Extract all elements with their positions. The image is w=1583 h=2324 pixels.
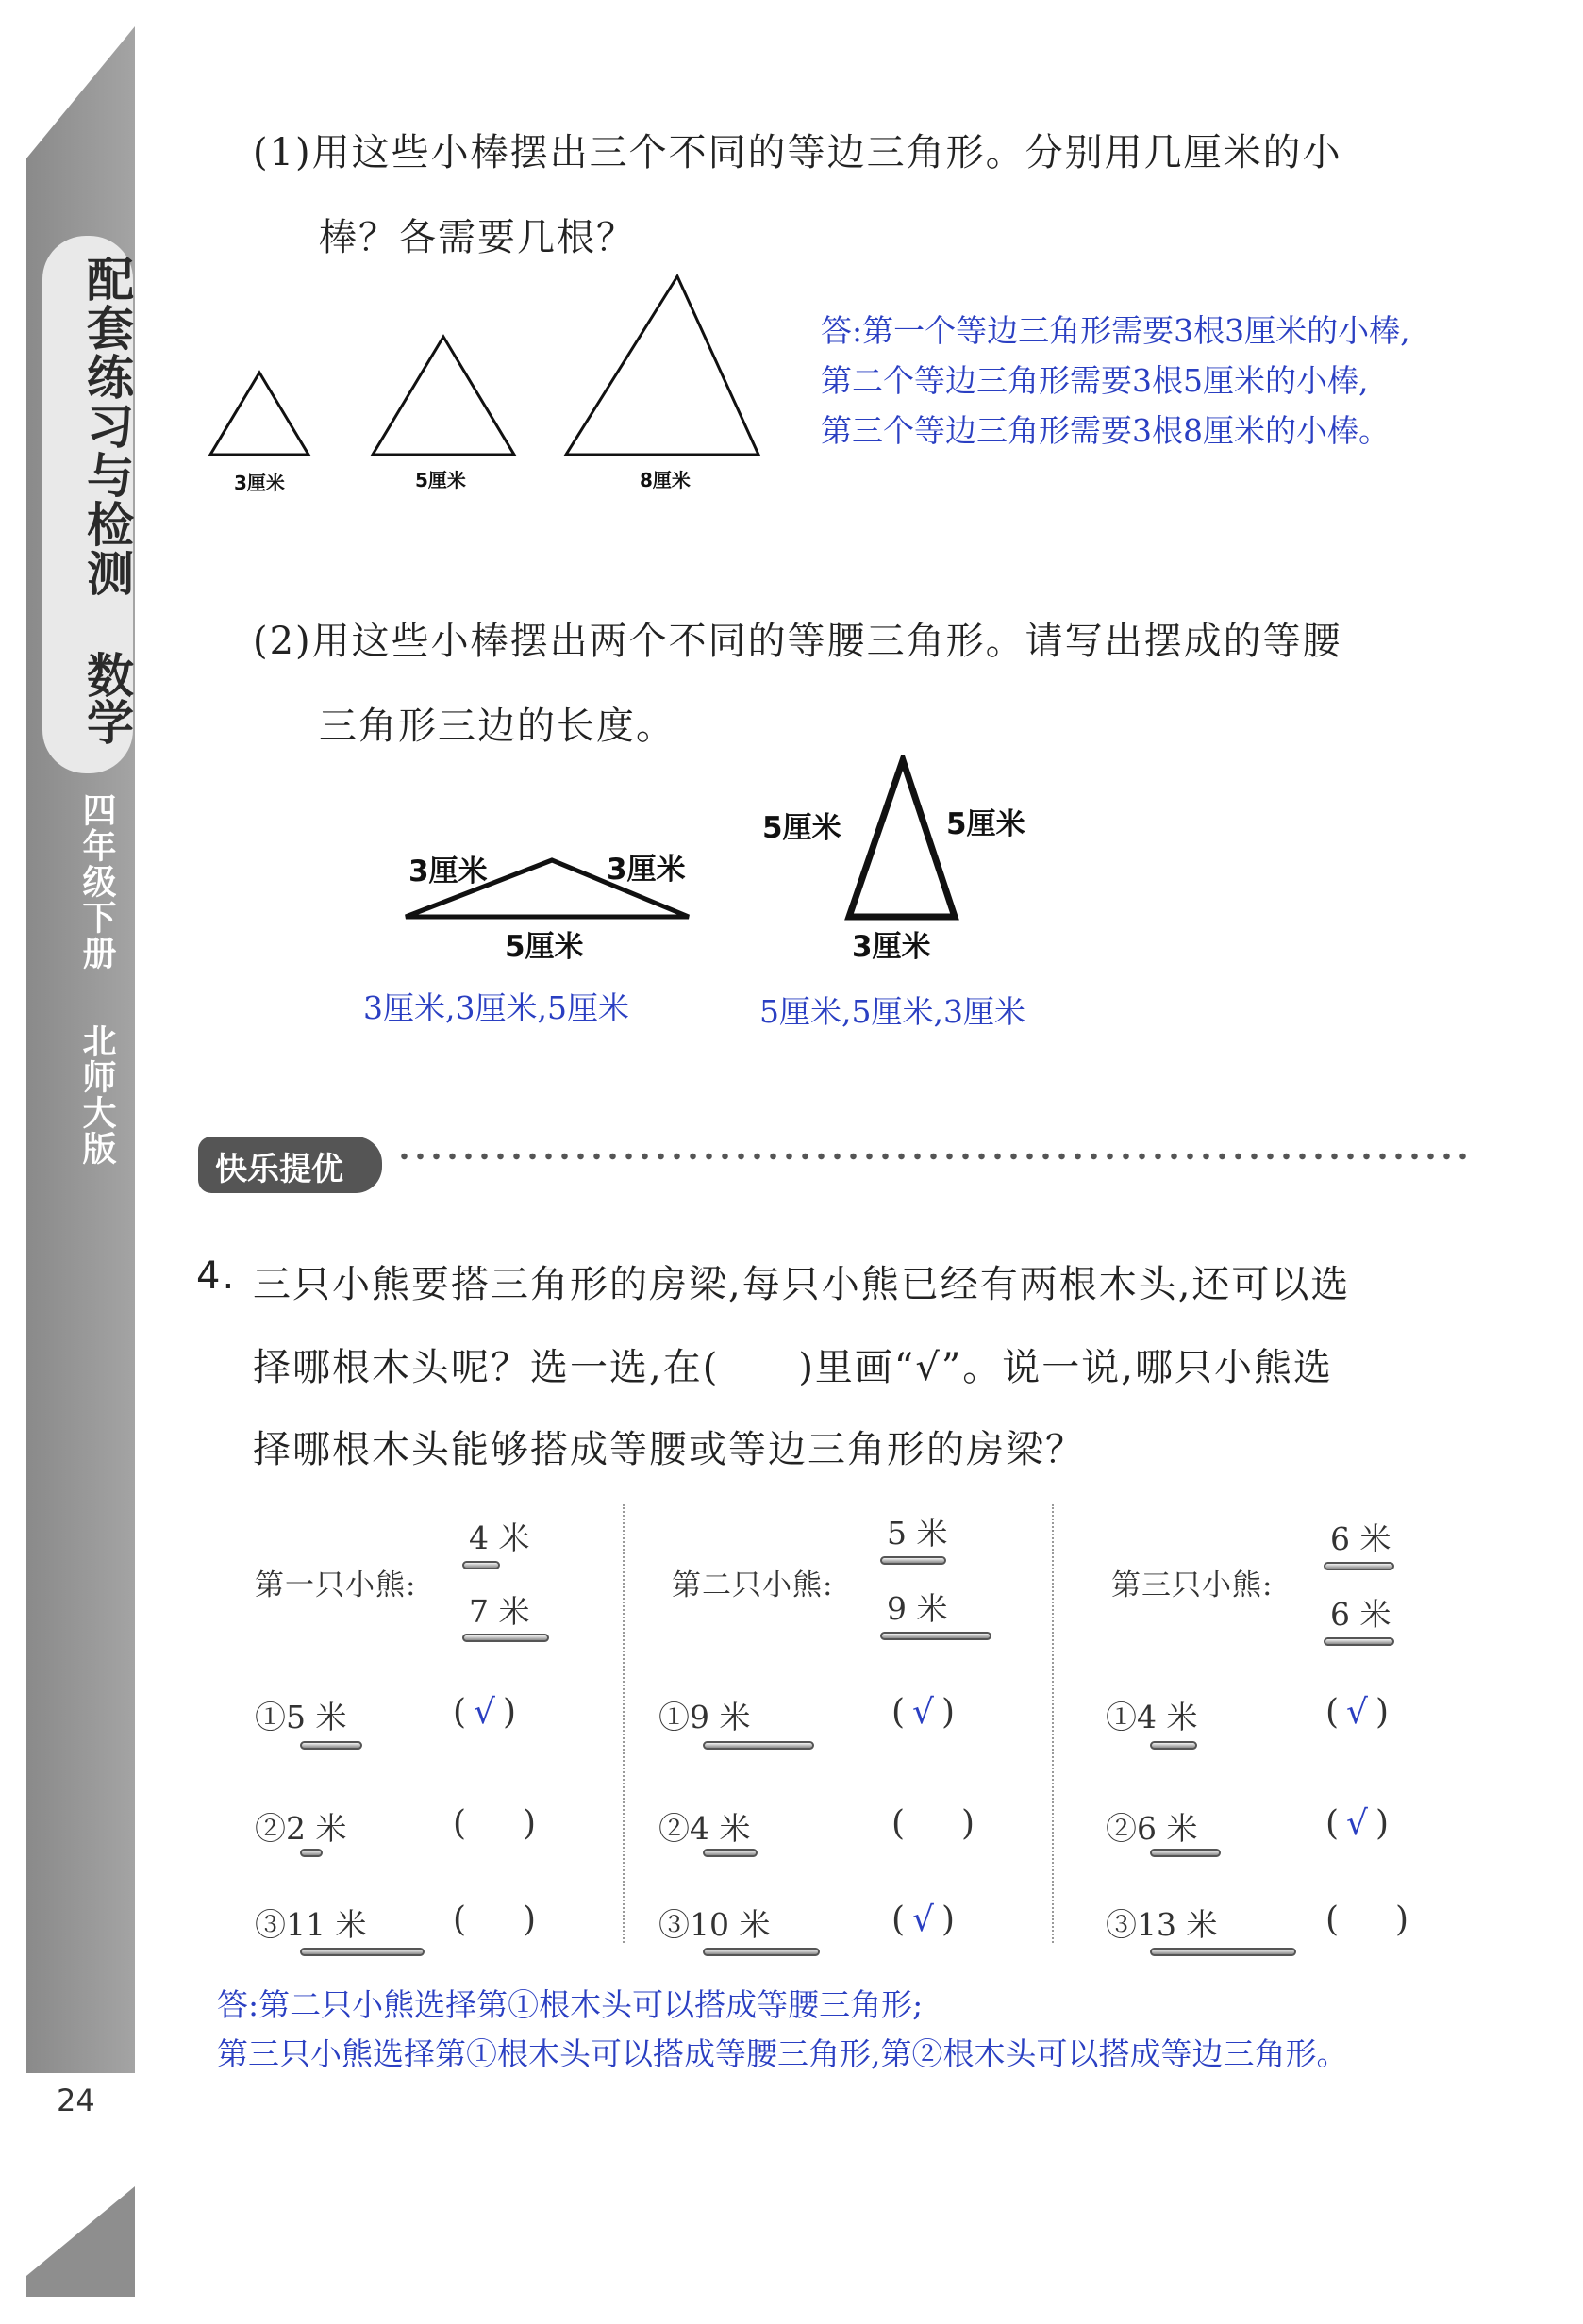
part2-question-line1: (2)用这些小棒摆出两个不同的等腰三角形。请写出摆成的等腰 bbox=[253, 620, 1342, 663]
bear2-option-3-stick bbox=[703, 1948, 820, 1956]
triangle-label-8cm: 8厘米 bbox=[640, 469, 691, 491]
bear1-option-2: ②2 米 bbox=[255, 1810, 347, 1847]
equilateral-triangle-3cm bbox=[210, 373, 308, 455]
bear2-option-1: ①9 米 bbox=[658, 1699, 751, 1735]
equilateral-triangles-figure bbox=[198, 269, 783, 500]
bear3-option-1-answer-box[interactable]: ( √ ) bbox=[1325, 1693, 1390, 1732]
tri1-answer: 3厘米,3厘米,5厘米 bbox=[363, 989, 629, 1026]
bear3-option-3: ③13 米 bbox=[1106, 1906, 1218, 1943]
bear1-option-2-answer-box[interactable]: ( ) bbox=[453, 1804, 537, 1843]
book-edition: 北师大版 bbox=[77, 1023, 116, 1167]
bear3-option-2-stick bbox=[1150, 1849, 1221, 1857]
bear2-option-3: ③10 米 bbox=[658, 1906, 771, 1943]
bear3-has-1-stick bbox=[1324, 1562, 1394, 1570]
tri2-base-label: 3厘米 bbox=[852, 930, 931, 964]
triangle-label-3cm: 3厘米 bbox=[234, 472, 285, 494]
part1-answer-line2: 第二个等边三角形需要3根5厘米的小棒, bbox=[821, 362, 1369, 399]
bear2-has-2: 9 米 bbox=[887, 1590, 948, 1627]
bear1-option-2-stick bbox=[300, 1849, 323, 1857]
bear2-option-2: ②4 米 bbox=[658, 1810, 751, 1847]
q4-line3: 择哪根木头能够搭成等腰或等边三角形的房梁？ bbox=[253, 1428, 1085, 1471]
q4-line1: 三只小熊要搭三角形的房梁,每只小熊已经有两根木头,还可以选 bbox=[253, 1263, 1351, 1306]
tri2-right-label: 5厘米 bbox=[946, 807, 1025, 841]
part1-answer-line3: 第三个等边三角形需要3根8厘米的小棒。 bbox=[821, 412, 1390, 449]
bear1-has-1: 4 米 bbox=[469, 1519, 530, 1556]
bear1-option-3: ③11 米 bbox=[255, 1906, 367, 1943]
part1-question-line2: 棒？各需要几根？ bbox=[319, 216, 636, 259]
column-divider-2 bbox=[1052, 1504, 1054, 1943]
q4-line2: 择哪根木头呢？选一选,在( )里画“√”。说一说,哪只小熊选 bbox=[253, 1346, 1334, 1389]
triangle-label-5cm: 5厘米 bbox=[415, 469, 466, 491]
column-divider-1 bbox=[623, 1504, 625, 1943]
section-title: 快乐提优 bbox=[215, 1151, 343, 1188]
bear1-option-1-answer-box[interactable]: ( √ ) bbox=[453, 1693, 517, 1732]
section-dotted-rule bbox=[396, 1149, 1467, 1164]
bear1-has-1-stick bbox=[462, 1561, 500, 1569]
tri1-left-label: 3厘米 bbox=[408, 855, 488, 888]
book-title: 配套练习与检测 bbox=[79, 255, 135, 598]
bear1-name: 第一只小熊: bbox=[255, 1569, 417, 1602]
bear2-has-2-stick bbox=[880, 1632, 991, 1640]
part1-answer-line1: 答:第一个等边三角形需要3根3厘米的小棒, bbox=[821, 312, 1410, 349]
q4-answer-line2: 第三只小熊选择第①根木头可以搭成等腰三角形,第②根木头可以搭成等边三角形。 bbox=[217, 2035, 1348, 2072]
bear1-option-3-answer-box[interactable]: ( ) bbox=[453, 1901, 537, 1939]
check-mark: √ bbox=[1346, 1693, 1368, 1732]
book-grade: 四年级下册 bbox=[77, 792, 116, 971]
bottom-corner-tab bbox=[26, 2186, 135, 2276]
check-mark: √ bbox=[912, 1901, 934, 1939]
bear2-name: 第二只小熊: bbox=[672, 1569, 834, 1602]
bear2-has-1: 5 米 bbox=[887, 1515, 948, 1552]
bear2-option-3-answer-box[interactable]: ( √ ) bbox=[891, 1901, 956, 1939]
bear3-option-2: ②6 米 bbox=[1106, 1810, 1198, 1847]
bear2-option-1-stick bbox=[703, 1741, 814, 1750]
check-mark: √ bbox=[1346, 1804, 1368, 1843]
bear3-has-2: 6 米 bbox=[1330, 1596, 1391, 1633]
tri1-base-label: 5厘米 bbox=[505, 930, 584, 964]
bear3-has-1: 6 米 bbox=[1330, 1520, 1391, 1557]
bear2-option-1-answer-box[interactable]: ( √ ) bbox=[891, 1693, 956, 1732]
bear3-option-2-answer-box[interactable]: ( √ ) bbox=[1325, 1804, 1390, 1843]
equilateral-triangle-5cm bbox=[373, 337, 514, 455]
check-mark: √ bbox=[912, 1693, 934, 1732]
part2-question-line2: 三角形三边的长度。 bbox=[319, 705, 675, 748]
tri1-right-label: 3厘米 bbox=[607, 853, 686, 887]
bear3-option-3-stick bbox=[1150, 1948, 1296, 1956]
bear3-name: 第三只小熊: bbox=[1111, 1569, 1274, 1602]
sidebar-top-cut bbox=[26, 26, 135, 158]
bear1-has-2-stick bbox=[462, 1634, 549, 1642]
q4-number: 4. bbox=[196, 1254, 237, 1298]
part1-question-line1: (1)用这些小棒摆出三个不同的等边三角形。分别用几厘米的小 bbox=[253, 131, 1342, 174]
bear3-option-1: ①4 米 bbox=[1106, 1699, 1198, 1735]
bottom-corner-base bbox=[26, 2276, 135, 2297]
bear2-has-1-stick bbox=[880, 1556, 946, 1565]
tri2-left-label: 5厘米 bbox=[762, 811, 841, 845]
book-subject: 数学 bbox=[79, 651, 135, 745]
bear2-option-2-answer-box[interactable]: ( ) bbox=[891, 1804, 975, 1843]
bear1-option-1-stick bbox=[300, 1741, 362, 1750]
bear3-option-1-stick bbox=[1150, 1741, 1197, 1750]
bear1-option-1: ①5 米 bbox=[255, 1699, 347, 1735]
tri2-answer: 5厘米,5厘米,3厘米 bbox=[759, 993, 1025, 1030]
q4-answer-line1: 答:第二只小熊选择第①根木头可以搭成等腰三角形; bbox=[217, 1986, 924, 2023]
equilateral-triangle-8cm bbox=[566, 276, 758, 455]
bear1-has-2: 7 米 bbox=[469, 1593, 530, 1630]
bear3-has-2-stick bbox=[1324, 1637, 1394, 1646]
page-number: 24 bbox=[57, 2083, 95, 2118]
check-mark: √ bbox=[474, 1693, 495, 1732]
bear1-option-3-stick bbox=[300, 1948, 425, 1956]
bear2-option-2-stick bbox=[703, 1849, 758, 1857]
bear3-option-3-answer-box[interactable]: ( ) bbox=[1325, 1901, 1409, 1939]
